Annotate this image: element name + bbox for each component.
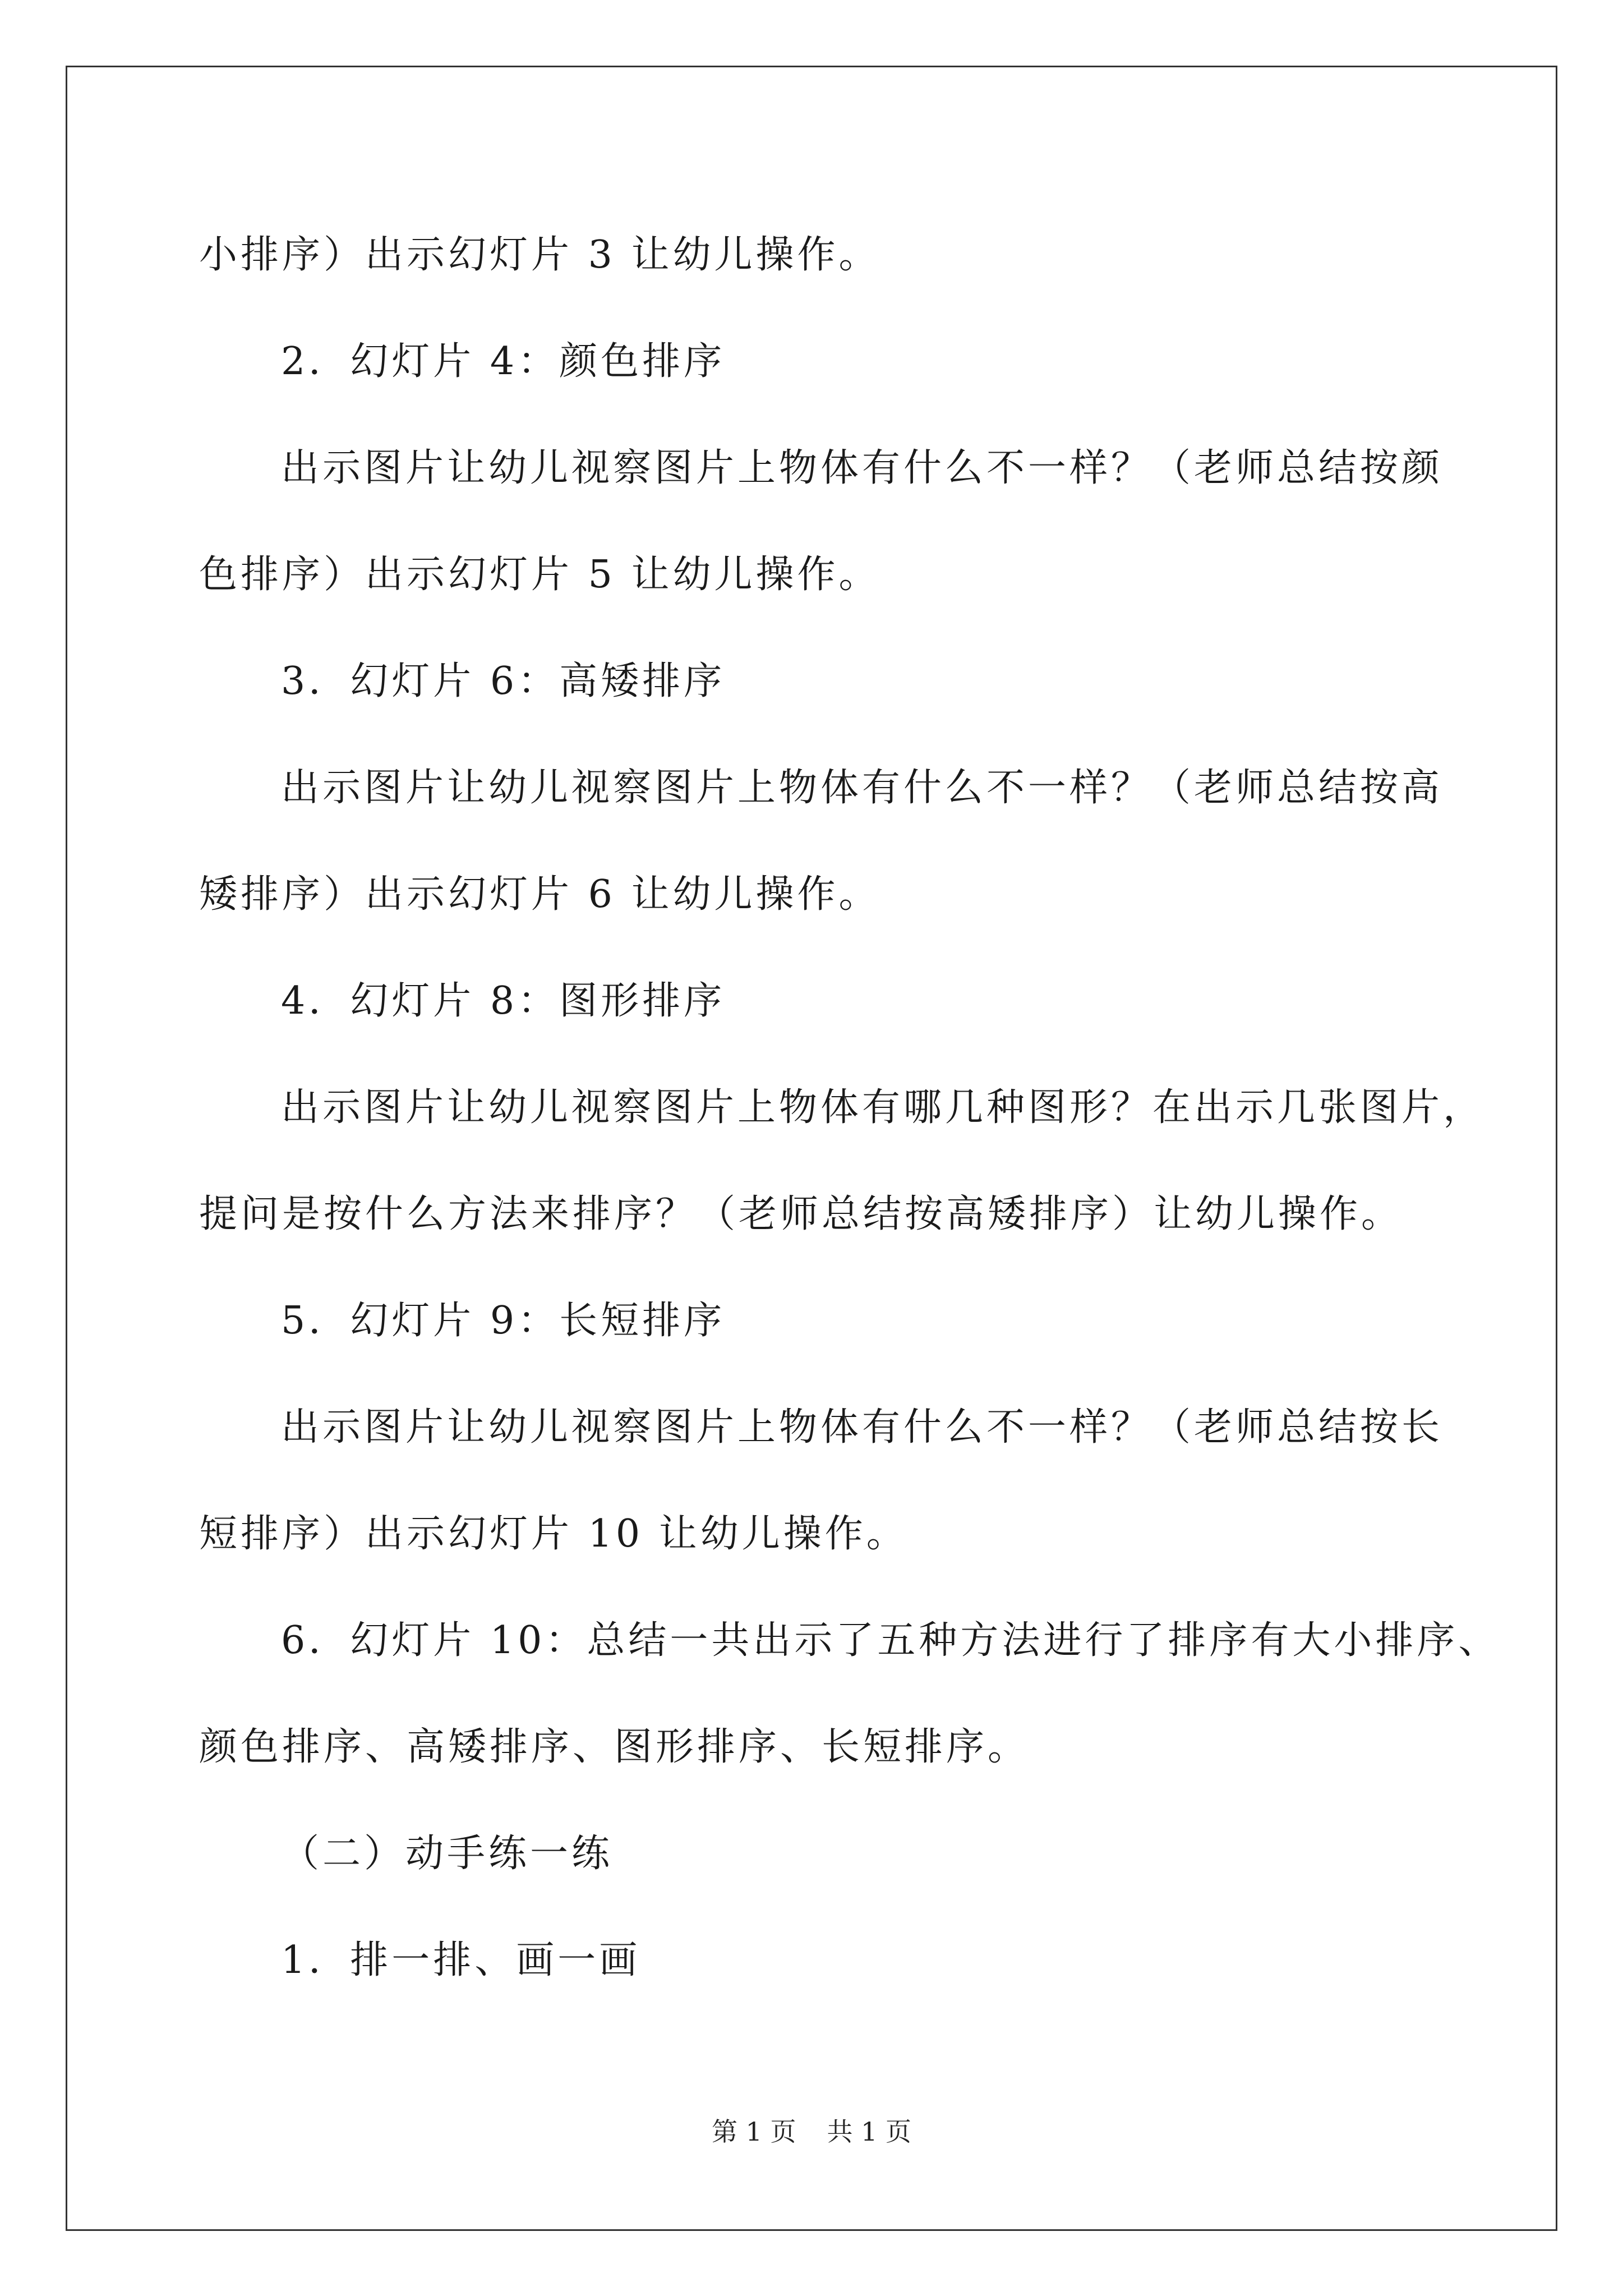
text-line: 3．幻灯片 6：高矮排序 (281, 659, 726, 703)
text-line: 5．幻灯片 9：长短排序 (281, 1299, 726, 1343)
text-line: 4．幻灯片 8：图形排序 (281, 979, 726, 1023)
text-line: 提问是按什么方法来排序？（老师总结按高矮排序）让幼儿操作。 (199, 1192, 1403, 1236)
page-number: 第 1 页 (711, 2116, 796, 2147)
text-line: 1．排一排、画一画 (281, 1938, 641, 1982)
text-line: 小排序）出示幻灯片 3 让幼儿操作。 (199, 233, 880, 277)
page-footer (0, 2115, 1623, 2148)
text-line: 出示图片让幼儿视察图片上物体有哪几种图形？在出示几张图片， (281, 1085, 1485, 1130)
page-total: 共 1 页 (827, 2116, 912, 2147)
text-line: （二）动手练一练 (281, 1832, 614, 1876)
text-line: 出示图片让幼儿视察图片上物体有什么不一样？（老师总结按高 (281, 766, 1444, 810)
text-line: 短排序）出示幻灯片 10 让幼儿操作。 (199, 1512, 908, 1556)
document-body (199, 213, 1500, 2025)
text-line: 2．幻灯片 4：颜色排序 (281, 339, 726, 384)
text-line: 色排序）出示幻灯片 5 让幼儿操作。 (199, 553, 880, 597)
text-line: 颜色排序、高矮排序、图形排序、长短排序。 (199, 1725, 1030, 1769)
text-line: 出示图片让幼儿视察图片上物体有什么不一样？（老师总结按颜 (281, 446, 1444, 490)
text-line: 矮排序）出示幻灯片 6 让幼儿操作。 (199, 872, 880, 917)
text-line: 出示图片让幼儿视察图片上物体有什么不一样？（老师总结按长 (281, 1405, 1444, 1450)
text-line: 6．幻灯片 10：总结一共出示了五种方法进行了排序有大小排序、 (281, 1618, 1500, 1663)
